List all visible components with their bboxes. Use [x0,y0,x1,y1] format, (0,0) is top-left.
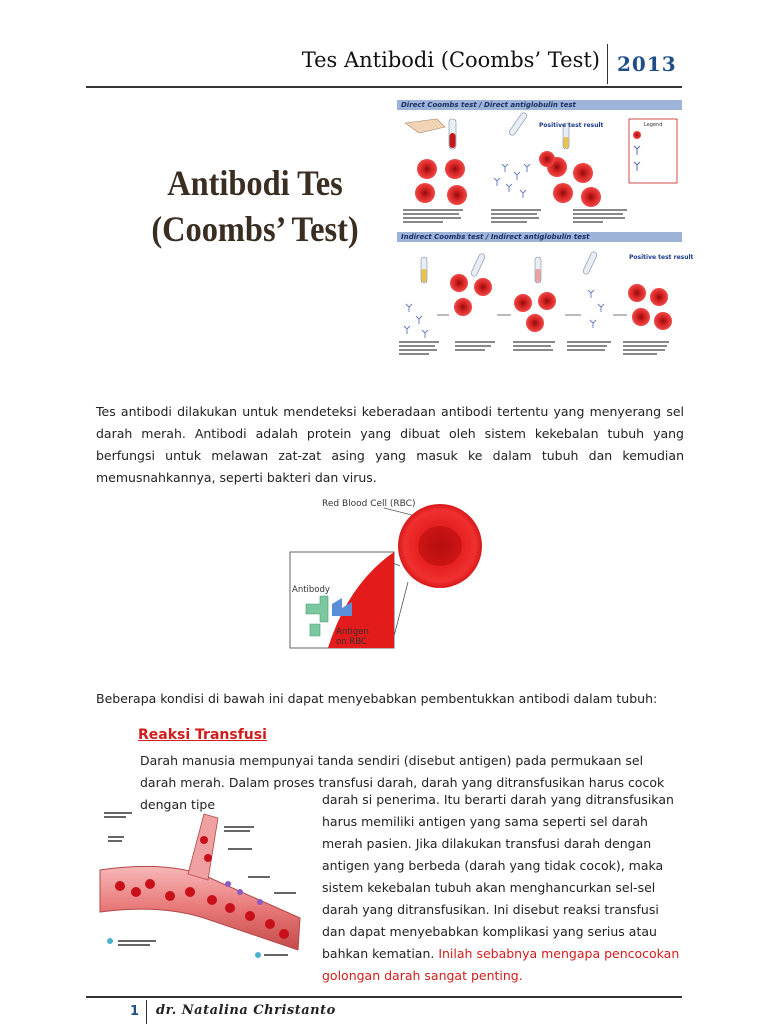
rbc-cluster-6 [628,284,672,330]
rbc-center [418,526,462,566]
rbc-cluster-1 [415,159,467,205]
rbc-cluster-3 [539,151,555,167]
blood-vessel [100,866,300,950]
section-text-emphasis: Inilah sebabnya mengapa pencocokan golongan darah sangat penting. [322,946,680,983]
tube-serum [564,137,569,148]
vessel-art [100,800,320,968]
header-year: 2013 [617,52,677,76]
antigen-label-1: Antigen [336,627,369,637]
section-text-top: Darah manusia mempunyai tanda sendiri (disebut antigen) pada permukaan sel darah merah. Dalam proses transfusi darah, darah yang ditransfusikan harus cocok dengan tipe [140,753,665,812]
antibody-stem [310,624,320,636]
page-title [134,160,377,252]
tube-mix [536,269,541,282]
footer-author: dr. Natalina Christanto [156,1003,336,1018]
section-heading: Reaksi Transfusi [138,727,267,743]
intro-paragraph: Tes antibodi dilakukan untuk mendeteksi keberadaan antibodi tertentu yang menyerang sel darah merah. Antibodi adalah protein yang dibuat oleh sistem kekebalan tubuh yang berfungsi untuk melawan zat-zat asing yang masuk ke dalam tubuh dan kemudian memusnahkannya, seperti bakteri dan virus. [96,404,684,485]
positive-result-label: Positive test result [539,122,604,129]
page-number: 1 [130,1004,140,1019]
footer-rule [86,996,682,998]
tube-serum [422,269,427,282]
rbc-cluster-5 [514,292,556,332]
conditions-intro: Beberapa kondisi di bawah ini dapat menyebabkan pembentukkan antibodi dalam tubuh: [96,691,658,706]
positive-result-label-2: Positive test result [629,254,694,261]
test-tube-icon [582,251,598,275]
tube-blood [450,133,456,148]
page-title-line-1: Antibodi Tes [167,163,343,203]
antibody-label: Antibody [292,585,330,595]
header-divider [607,44,608,84]
rbc-antibody-art [288,494,488,652]
rbc-antibody-figure [288,494,488,652]
rbc-cluster-4 [450,274,492,316]
rbc-label: Red Blood Cell (RBC) [322,499,416,509]
coombs-diagram-art [397,97,694,369]
test-tube-icon [470,253,486,277]
legend-title: Legend [644,122,663,128]
caption-lines-row-2 [399,341,669,355]
document-header-title: Tes Antibodi (Coombs’ Test) [301,48,600,72]
hemolysis-marker-icon [255,952,261,958]
caption-lines-row-1 [403,209,627,223]
test-tube-icon [508,112,528,137]
page-title-line-2: (Coombs’ Test) [151,209,359,249]
section-text-side [322,789,684,987]
legend-rbc-icon [633,131,641,139]
section-text-side-body: darah si penerima. Itu berarti darah yang ditransfusikan harus memiliki antigen yang sama seperti sel darah merah pasien. Jika dilakukan transfusi darah dengan antigen yang berbeda (darah yang tidak cocok), maka sistem kekebalan tubuh akan menghancurkan sel-sel darah yang ditransfusikan. Ini disebut reaksi transfusi dan dapat menyebabkan komplikasi yang serius atau bahkan kematian. [322,792,674,961]
footer-divider [146,1000,147,1024]
direct-coombs-band-label: Direct Coombs test / Direct antiglobulin test [401,101,576,109]
antigen-label-2: on RBC [336,637,367,647]
antibody-scatter-2 [404,290,604,338]
coombs-test-diagram [397,97,694,369]
transfusion-reaction-figure [100,800,320,968]
agglutination-marker-icon [107,938,113,944]
header-rule [86,86,682,88]
vessel-branch [188,814,218,880]
indirect-coombs-band-label: Indirect Coombs test / Indirect antiglobulin test [401,233,590,241]
rbc-cluster-2 [547,157,601,207]
arm-shape [405,119,445,133]
legend-box [629,119,677,183]
antibody-scatter [494,164,530,198]
